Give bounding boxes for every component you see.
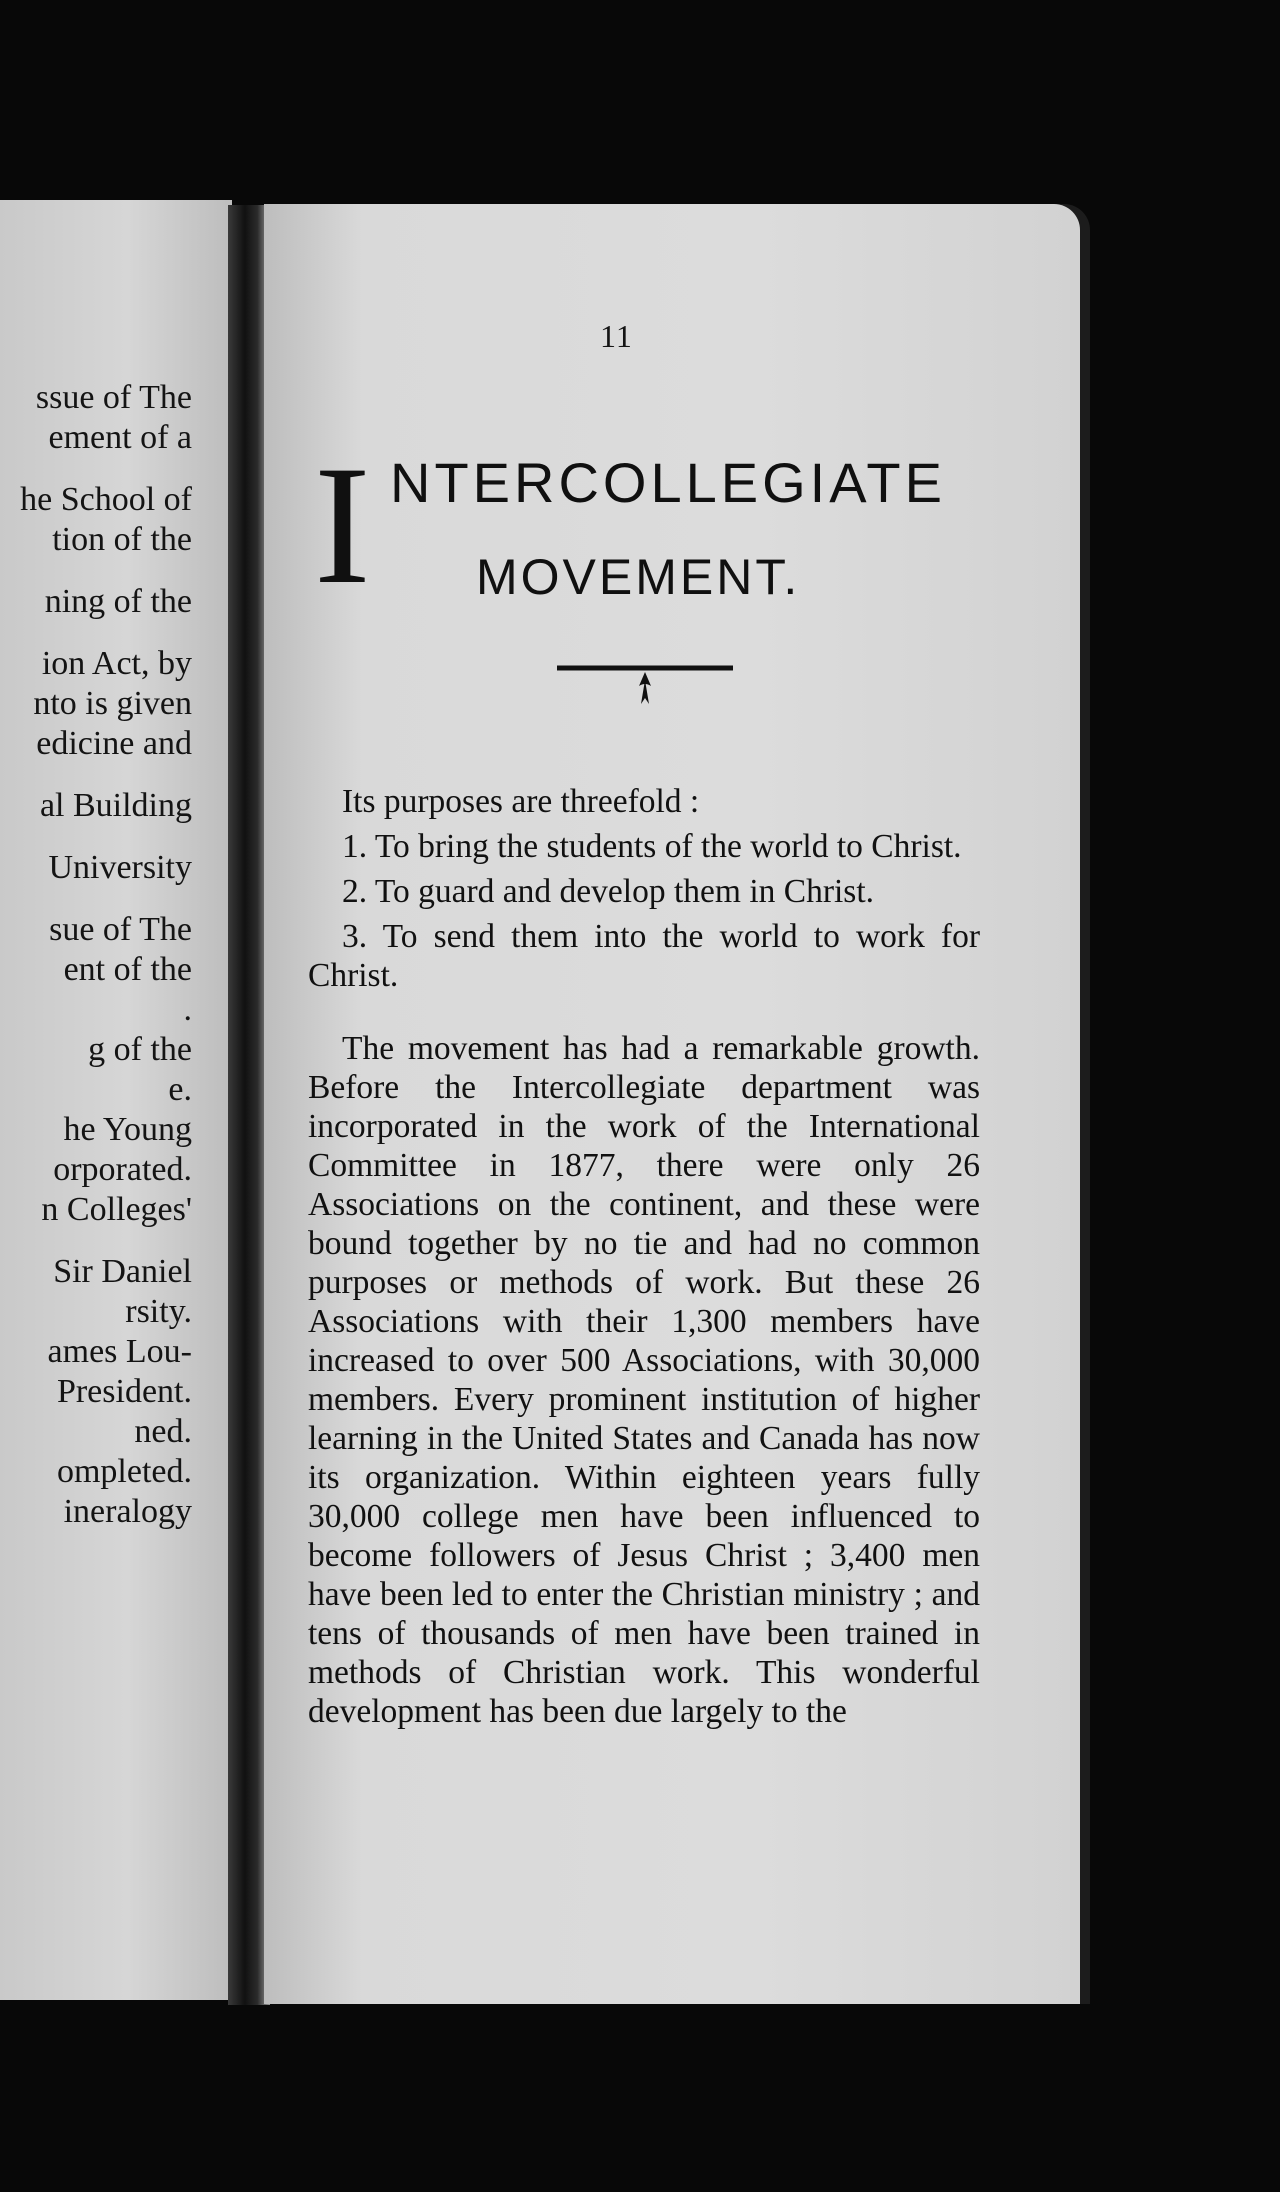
left-line: e. <box>168 1071 192 1108</box>
page-number: 11 <box>600 318 633 354</box>
left-line: nto is given <box>33 685 192 722</box>
purpose-item: 2. To guard and develop them in Christ. <box>342 873 875 910</box>
heading-line-1: NTERCOLLEGIATE <box>390 451 946 514</box>
purpose-item: 1. To bring the students of the world to Christ. <box>342 828 962 865</box>
left-line: Sir Daniel <box>53 1253 192 1290</box>
ornament-rule-icon <box>555 660 735 710</box>
left-line: ning of the <box>44 583 192 620</box>
left-line: ent of the <box>63 951 192 988</box>
body-text <box>308 782 980 1731</box>
left-line: President. <box>56 1373 192 1410</box>
left-page <box>0 200 232 2000</box>
heading-line-2: MOVEMENT. <box>476 549 801 605</box>
left-line: tion of the <box>52 521 192 558</box>
chapter-heading <box>310 430 980 620</box>
left-line: g of the <box>88 1031 192 1068</box>
left-line: orporated. <box>53 1151 192 1188</box>
body-paragraph: The movement has had a remarkable growth. Before the Intercollegiate department was incorporated in the work of the International Committee in 1877, there were only 26 Associations on the continent, and these were bound together by no tie and had no common purposes or methods of work. But these 26 Associations with their 1,300 members have increased to over 500 Associations, with 30,000 members. Every prominent institution of higher learning in the United States and Canada has now its organization. Within eighteen years fully 30,000 college men have been influenced to become followers of Jesus Christ ; 3,400 men have been led to enter the Christian ministry ; and tens of thousands of men have been trained in methods of Christian work. This wonderful development has been due largely to the <box>308 1030 980 1730</box>
left-line: ssue of The <box>35 379 192 416</box>
left-line: ion Act, by <box>41 645 192 682</box>
left-line: ineralogy <box>63 1493 192 1530</box>
purposes-intro: Its purposes are threefold : <box>342 783 700 820</box>
left-line: ompleted. <box>56 1453 192 1490</box>
left-line: sue of The <box>49 911 192 948</box>
left-line: edicine and <box>36 725 192 762</box>
left-line: he Young <box>63 1111 192 1148</box>
purpose-item: 3. To send them into the world to work for Christ. <box>308 918 980 994</box>
left-line: University <box>48 849 192 886</box>
left-line: ement of a <box>48 419 192 456</box>
left-line: rsity. <box>125 1293 192 1330</box>
left-line: al Building <box>39 787 192 824</box>
left-line: ned. <box>134 1413 192 1450</box>
left-line: ames Lou- <box>47 1333 192 1370</box>
left-line: n Colleges' <box>41 1191 192 1228</box>
drop-cap: I <box>314 431 371 619</box>
left-line: he School of <box>20 481 192 518</box>
left-line: . <box>183 991 192 1028</box>
left-page-text <box>0 378 192 1532</box>
